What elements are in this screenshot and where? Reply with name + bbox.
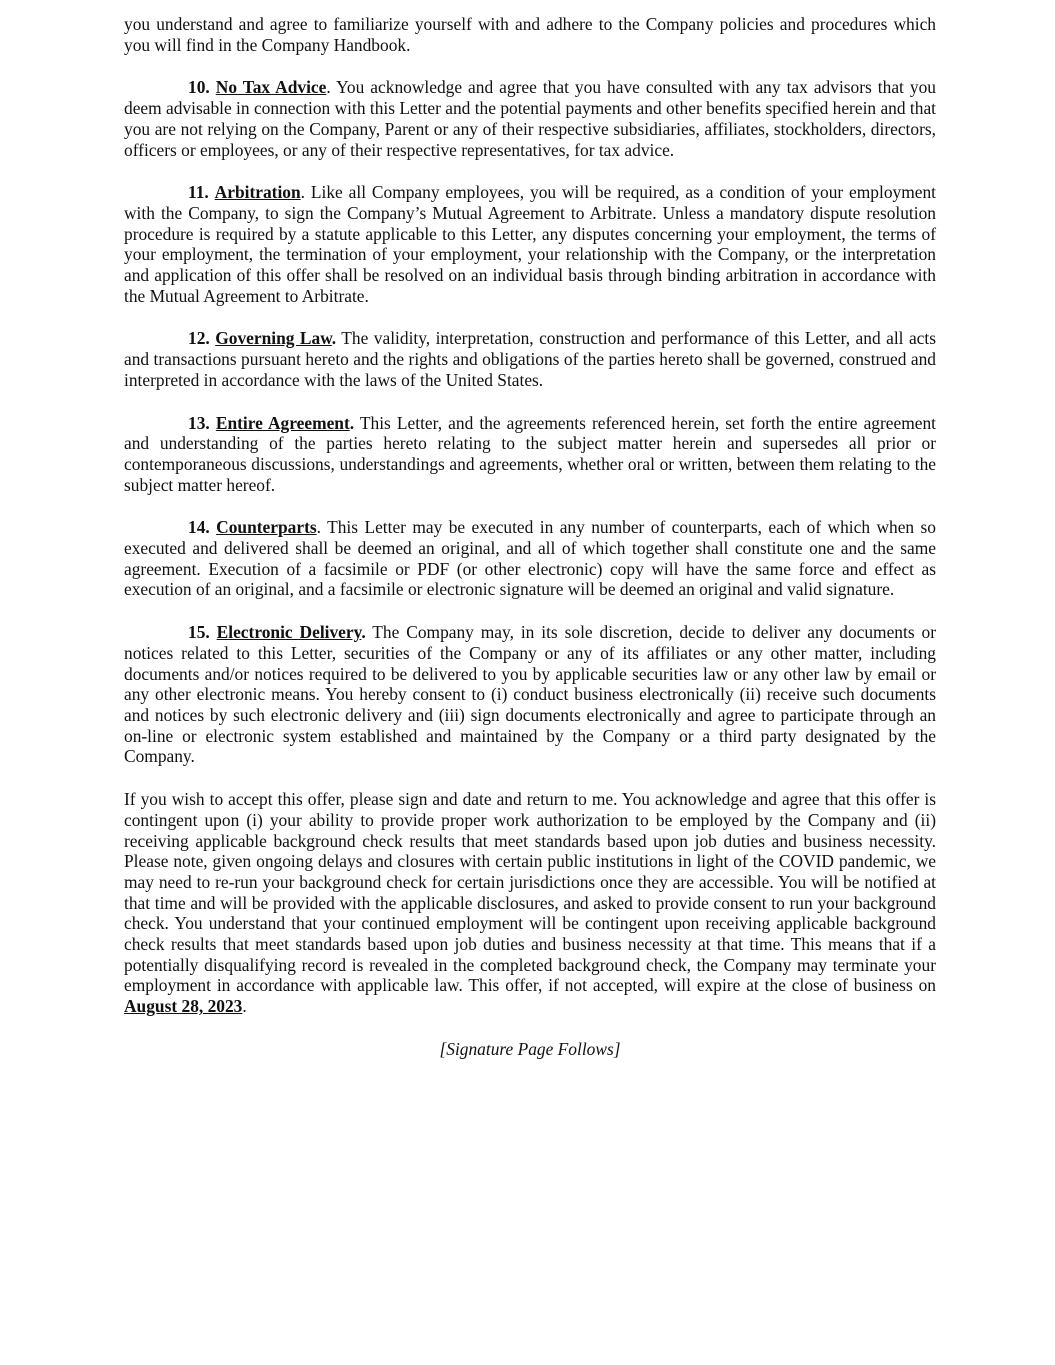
section-body: This Letter may be executed in any number of counterparts, each of which when so executed and delivered shall be deemed an original, and all of which together shall constitute one and the same agreement. Execution of a facsimile or PDF (or other electronic) copy will have the same force and effect as execution of an original, and a facsimile or electronic signature will be deemed an original and valid signature. [124, 517, 936, 600]
section-13-paragraph [124, 413, 936, 496]
section-body: The Company may, in its sole discretion, decide to deliver any documents or notices related to this Letter, securities of the Company or any of its affiliates or any other matter, including documents and/or notices required to be delivered to you by applicable securities law or any other law by email or any other electronic means. You hereby consent to (i) conduct business electronically (ii) receive such documents and notices by such electronic delivery and (iii) sign documents electronically and agree to participate through an on-line or electronic system established and maintained by the Company or a third party designated by the Company. [124, 622, 936, 767]
offer-expiry-date: August 28, 2023 [124, 996, 243, 1017]
signature-page-follows: [Signature Page Follows] [439, 1038, 621, 1059]
section-body: You acknowledge and agree that you have consulted with any tax advisors that you deem advisable in connection with this Letter and the potential payments and other benefits specified herein and that you are not relying on the Company, Parent or any of their respective subsidiaries, affiliates, stockholders, directors, officers or employees, or any of their respective representatives, for tax advice. [124, 77, 936, 160]
heading-punct: . [361, 622, 366, 643]
section-12-paragraph [124, 328, 936, 390]
heading-punct: . [300, 182, 306, 203]
section-heading: Counterparts [216, 517, 317, 538]
section-number: 11. [188, 182, 209, 203]
section-11-paragraph [124, 182, 936, 306]
heading-punct: . [326, 77, 331, 98]
section-number: 13. [188, 412, 210, 433]
section-heading: Electronic Delivery [216, 622, 362, 643]
document-page [124, 14, 936, 1082]
section-body: Like all Company employees, you will be required, as a condition of your employment with the Company, to sign the Company’s Mutual Agreement to Arbitrate. Unless a mandatory dispute resolution procedure is required by a statute applicable to this Letter, any disputes concerning your employment, the terms of your employment, the termination of your employment, your relationship with the Company, or the interpretation and application of this offer shall be resolved on an individual basis through binding arbitration in accordance with the Mutual Agreement to Arbitrate. [124, 182, 936, 306]
closing-punct: . [242, 996, 247, 1017]
closing-text: If you wish to accept this offer, please sign and date and return to me. You acknowledge and agree that this offer is contingent upon (i) your ability to provide proper work authorization to be employed by the Company and (ii) receiving applicable background check results that meet standards based upon job duties and business necessity. Please note, given ongoing delays and closures with certain public institutions in light of the COVID pandemic, we may need to re-run your background check for certain jurisdictions once they are accessible. You will be notified at that time and will be provided with the applicable disclosures, and asked to provide consent to run your background check. You understand that your continued employment will be contingent upon receiving applicable background check results that meet standards based upon job duties and business necessity at that time. This means that if a potentially disqualifying record is revealed in the completed background check, the Company may terminate your employment in accordance with applicable law. This offer, if not accepted, will expire at the close of business on [124, 789, 936, 996]
section-body: This Letter, and the agreements referenced herein, set forth the entire agreement and understanding of the parties hereto relating to the subject matter herein and supersedes all prior or contemporaneous discussions, understandings and agreements, whether oral or written, between them relating to the subject matter hereof. [124, 412, 936, 495]
heading-punct: . [349, 412, 355, 433]
section-number: 15. [188, 622, 210, 643]
closing-paragraph [124, 789, 936, 1017]
section-heading: Arbitration [214, 182, 301, 203]
section-number: 14. [188, 517, 210, 538]
heading-punct: . [316, 517, 322, 538]
section-10-paragraph [124, 77, 936, 160]
section-body: The validity, interpretation, construction and performance of this Letter, and all acts and transactions pursuant hereto and the rights and obligations of the parties hereto shall be governed, construed and interpreted in accordance with the laws of the United States. [124, 328, 936, 390]
heading-punct: . [331, 328, 337, 349]
section-15-paragraph [124, 622, 936, 767]
section-heading: Governing Law [215, 328, 332, 349]
section-14-paragraph [124, 517, 936, 600]
section-number: 12. [188, 328, 210, 349]
section-heading: Entire Agreement [215, 412, 350, 433]
section-number: 10. [188, 77, 210, 98]
section-heading: No Tax Advice [215, 77, 327, 98]
intro-paragraph: you understand and agree to familiarize yourself with and adhere to the Company policies and procedures which you will find in the Company Handbook. [124, 14, 936, 55]
